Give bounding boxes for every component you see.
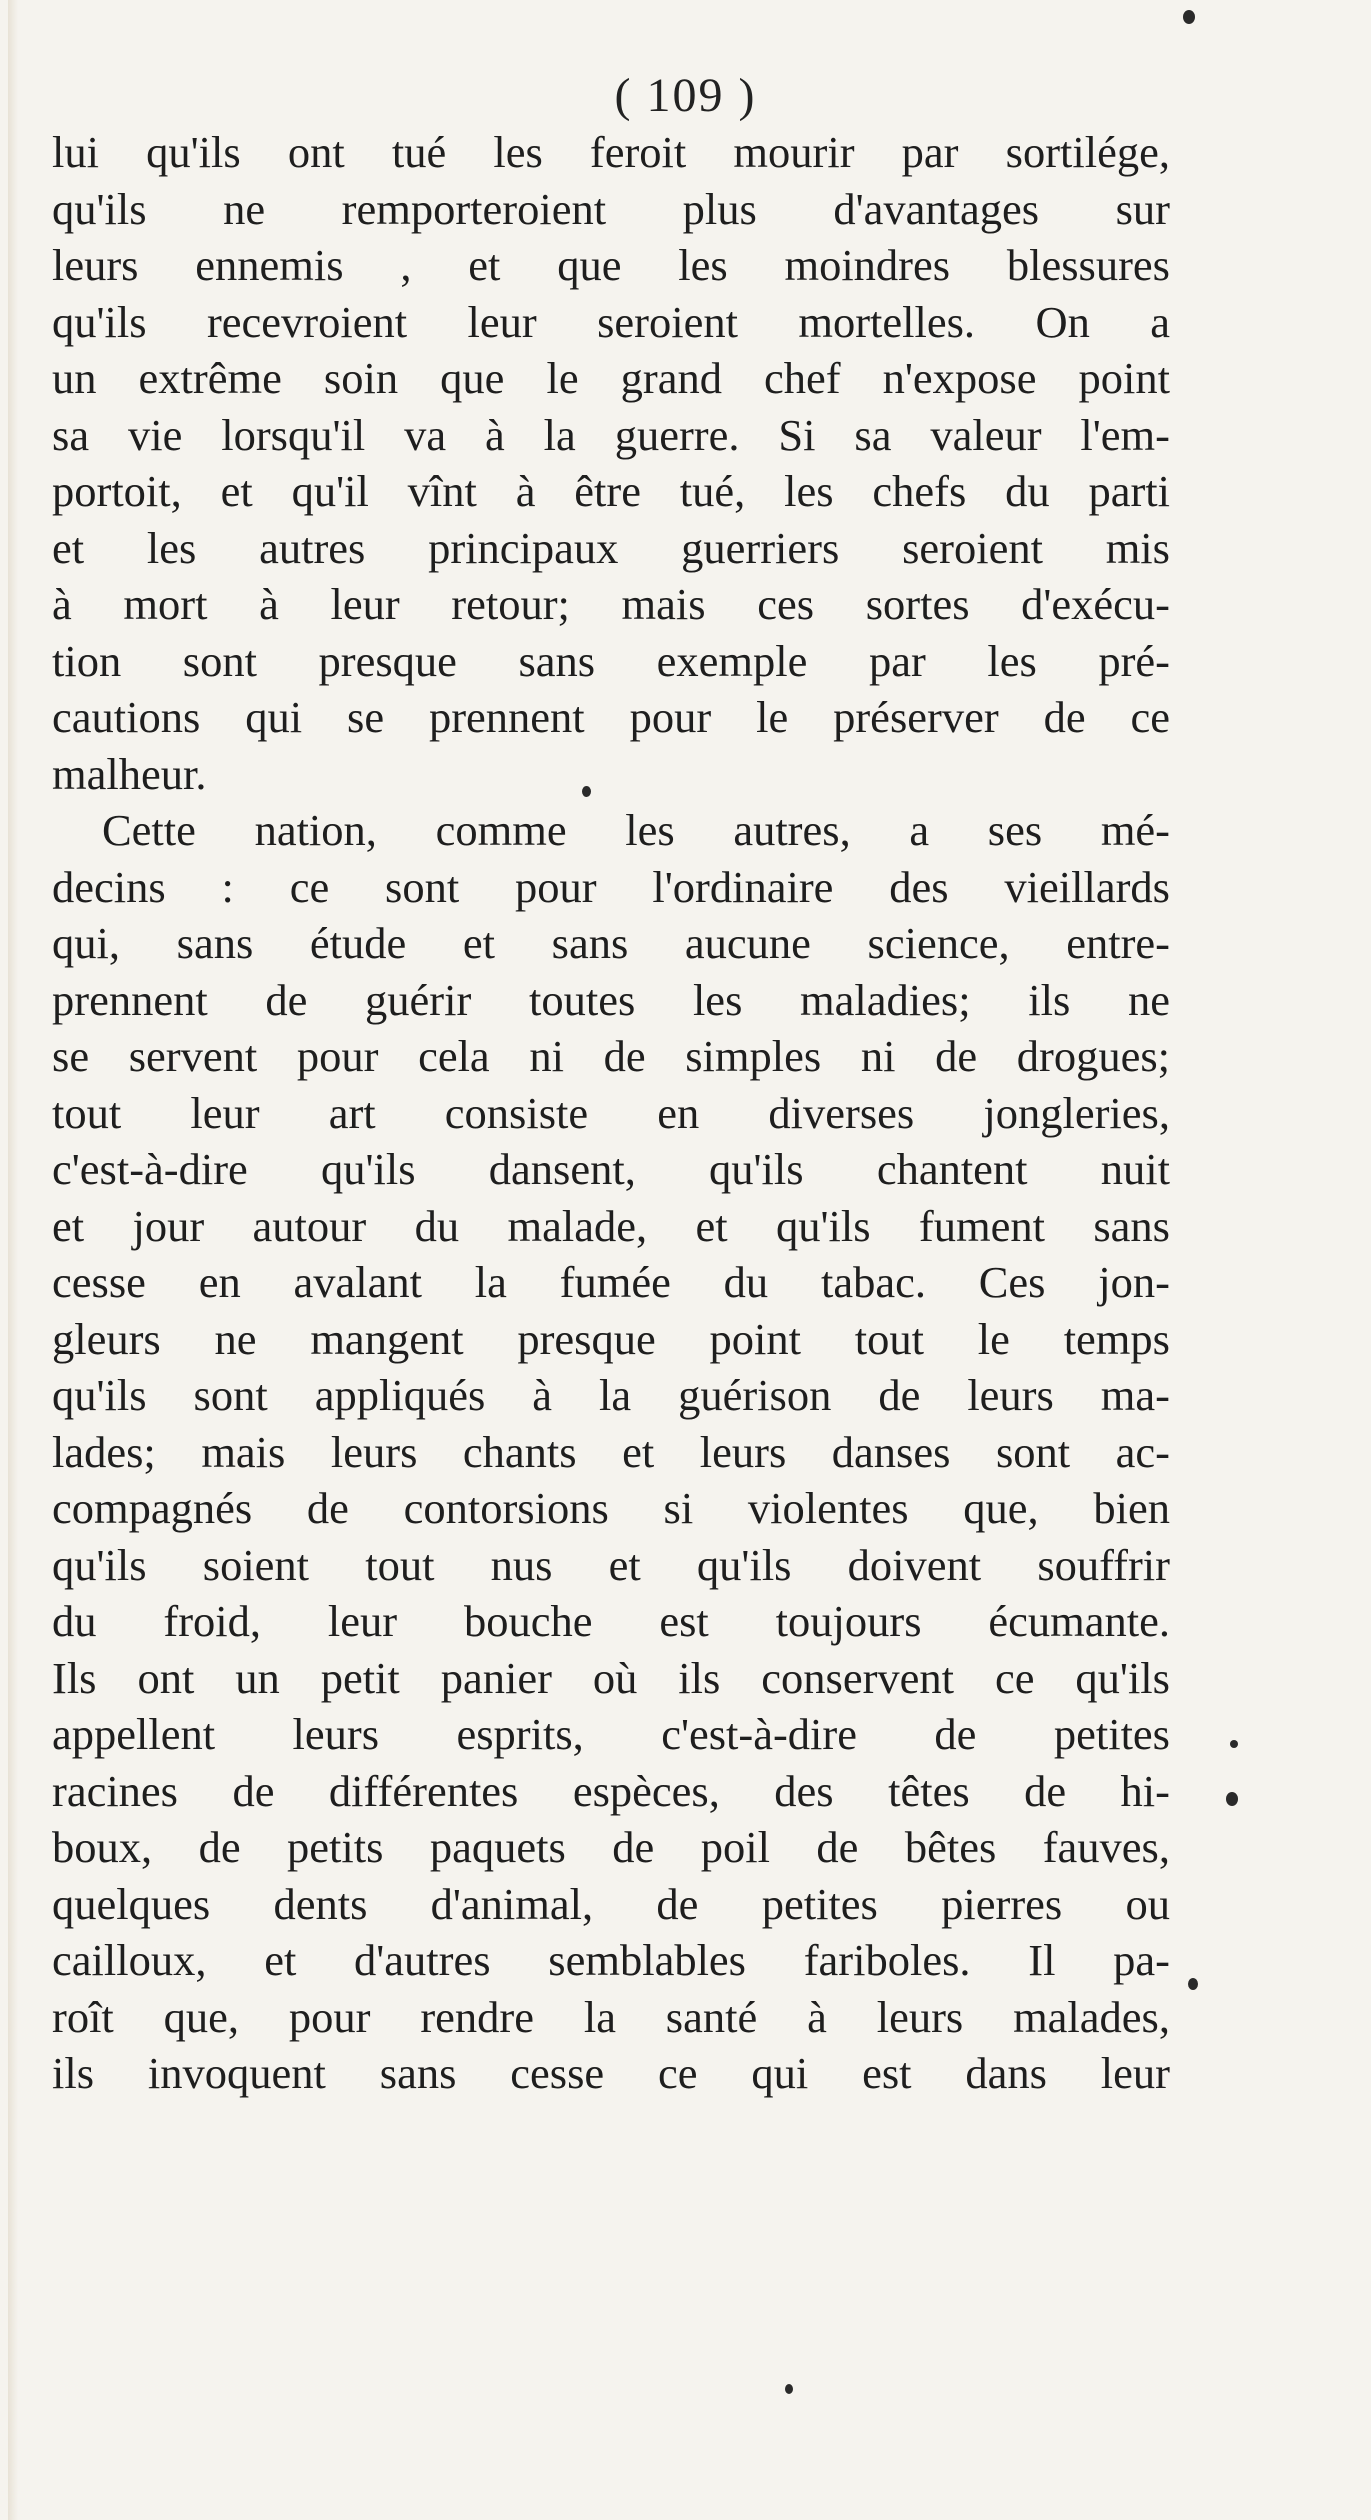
text-line: lui qu'ils ont tué les feroit mourir par sortilége,: [52, 127, 1170, 177]
text-line: qu'ils recevroient leur seroient mortelles. On a: [52, 296, 1170, 347]
text-line: compagnés de contorsions si violentes que, bien: [52, 1483, 1170, 1533]
body-text: [52, 124, 1170, 2102]
page-gutter-shadow: [8, 0, 18, 2520]
text-line: malheur.: [52, 748, 207, 799]
text-line: portoit, et qu'il vînt à être tué, les chefs du parti: [52, 466, 1170, 516]
text-line: qu'ils ne remporteroient plus d'avantages sur: [52, 183, 1170, 234]
text-line: boux, de petits paquets de poil de bêtes fauves,: [52, 1822, 1170, 1872]
ink-speck: [582, 786, 591, 797]
text-line: cautions qui se prennent pour le préserver de ce: [52, 692, 1170, 742]
text-line: ils invoquent sans cesse ce qui est dans leur: [52, 2048, 1170, 2098]
text-line: et jour autour du malade, et qu'ils fument sans: [52, 1200, 1170, 1251]
text-line: gleurs ne mangent presque point tout le temps: [52, 1313, 1170, 1364]
text-line: roît que, pour rendre la santé à leurs malades,: [52, 1991, 1170, 2042]
text-line: decins : ce sont pour l'ordinaire des vieillards: [52, 861, 1170, 912]
text-line: appellent leurs esprits, c'est-à-dire de petites: [52, 1709, 1170, 1759]
text-line: qu'ils sont appliqués à la guérison de leurs ma-: [52, 1370, 1170, 1420]
text-line: qui, sans étude et sans aucune science, entre-: [52, 918, 1170, 968]
text-line: lades; mais leurs chants et leurs danses sont ac-: [52, 1426, 1170, 1477]
text-line: du froid, leur bouche est toujours écumante.: [52, 1596, 1170, 1646]
text-line: se servent pour cela ni de simples ni de drogues;: [52, 1031, 1170, 1081]
text-line: à mort à leur retour; mais ces sortes d'exécu-: [52, 579, 1170, 629]
text-line: Cette nation, comme les autres, a ses mé-: [102, 805, 1170, 855]
text-line: et les autres principaux guerriers seroient mis: [52, 522, 1170, 573]
text-line: Ils ont un petit panier où ils conservent ce qu'ils: [52, 1652, 1170, 1703]
text-line: prennent de guérir toutes les maladies; ils ne: [52, 974, 1170, 1025]
text-line: qu'ils soient tout nus et qu'ils doivent souffrir: [52, 1539, 1170, 1590]
ink-speck: [1188, 1978, 1198, 1990]
text-line: tout leur art consiste en diverses jongleries,: [52, 1087, 1170, 1138]
ink-speck: [1230, 1740, 1238, 1748]
ink-speck: [1226, 1792, 1238, 1806]
text-line: cesse en avalant la fumée du tabac. Ces jon-: [52, 1257, 1170, 1307]
text-line: sa vie lorsqu'il va à la guerre. Si sa valeur l'em-: [52, 409, 1170, 460]
text-line: cailloux, et d'autres semblables fariboles. Il pa-: [52, 1935, 1170, 1985]
text-line: tion sont presque sans exemple par les pré-: [52, 635, 1170, 686]
ink-speck: [1183, 10, 1195, 24]
text-line: c'est-à-dire qu'ils dansent, qu'ils chantent nuit: [52, 1144, 1170, 1194]
text-line: quelques dents d'animal, de petites pierres ou: [52, 1878, 1170, 1929]
ink-speck: [785, 2384, 793, 2394]
text-line: racines de différentes espèces, des têtes de hi-: [52, 1765, 1170, 1816]
page-number: ( 109 ): [614, 69, 757, 122]
text-line: un extrême soin que le grand chef n'expose point: [52, 353, 1170, 403]
text-line: leurs ennemis , et que les moindres blessures: [52, 240, 1170, 290]
